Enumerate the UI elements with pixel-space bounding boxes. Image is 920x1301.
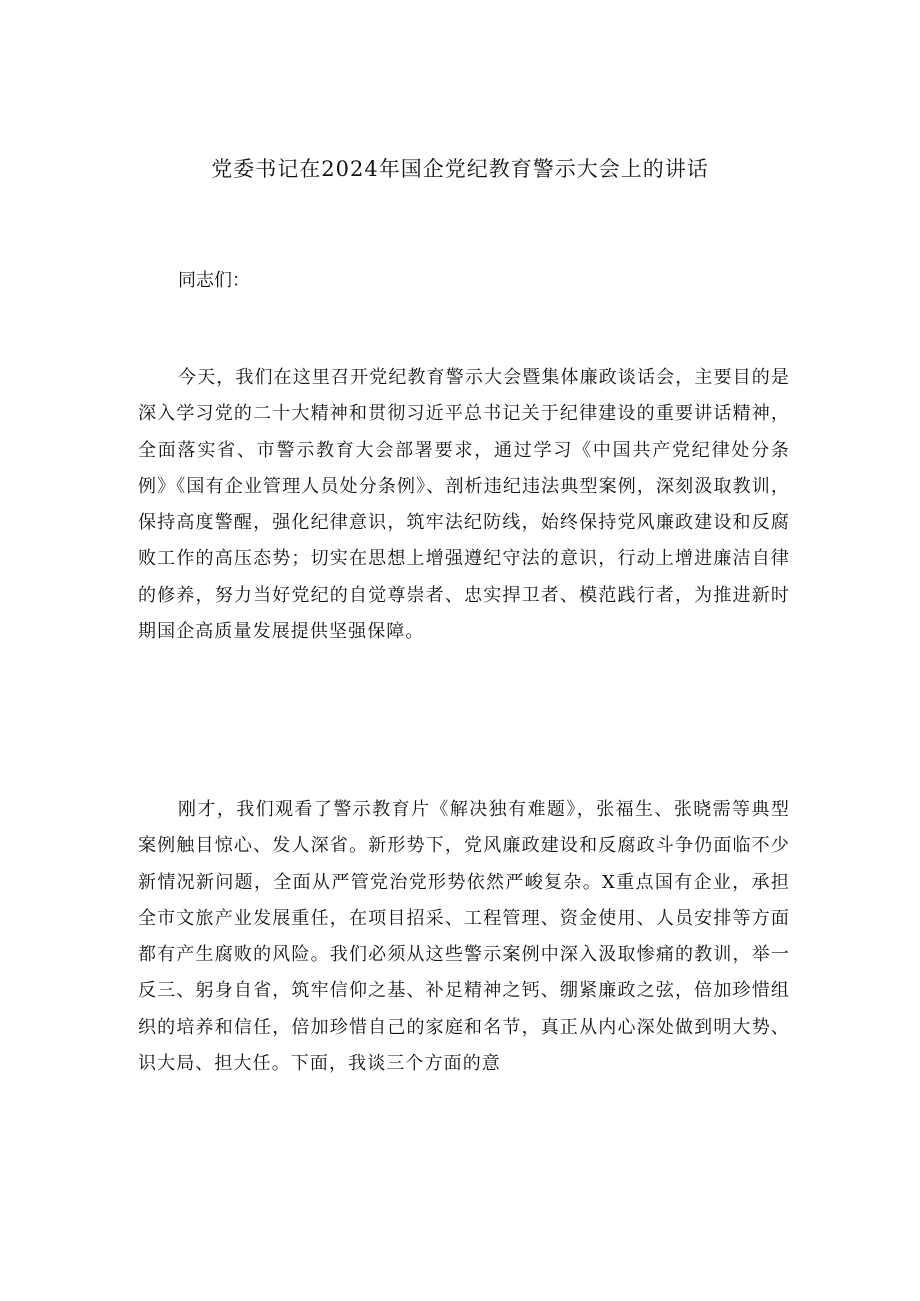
document-title: 党委书记在2024年国企党纪教育警示大会上的讲话 [211, 157, 709, 182]
body-paragraph-2: 刚才，我们观看了警示教育片《解决独有难题》，张福生、张晓需等典型案例触目惊心、发人深省。新形势下，党风廉政建设和反腐政斗争仍面临不少新情况新问题，全面从严管党治党形势依然严峻复杂。X重点国有企业，承担全市文旅产业发展重任，在项目招采、工程管理、资金使用、人员安排等方面都有产生腐败的风险。我们必须从这些警示案例中深入汲取惨痛的教训，举一反三、躬身自省，筑牢信仰之基、补足精神之钙、绷紧廉政之弦，倍加珍惜组织的培养和信任，倍加珍惜自己的家庭和名节，真正从内心深处做到明大势、识大局、担大任。下面，我谈三个方面的意 [138, 799, 790, 1075]
body-paragraph-1: 今天，我们在这里召开党纪教育警示大会暨集体廉政谈话会，主要目的是深入学习党的二十大精神和贯彻习近平总书记关于纪律建设的重要讲话精神，全面落实省、市警示教育大会部署要求，通过学习《中国共产党纪律处分条例》《国有企业管理人员处分条例》、剖析违纪违法典型案例，深刻汲取教训，保持高度警醒，强化纪律意识，筑牢法纪防线，始终保持党风廉政建设和反腐败工作的高压态势；切实在思想上增强遵纪守法的意识，行动上增进廉洁自律的修养，努力当好党纪的自觉尊崇者、忠实捍卫者、模范践行者，为推进新时期国企高质量发展提供坚强保障。 [138, 367, 790, 643]
salutation: 同志们： [178, 270, 250, 291]
